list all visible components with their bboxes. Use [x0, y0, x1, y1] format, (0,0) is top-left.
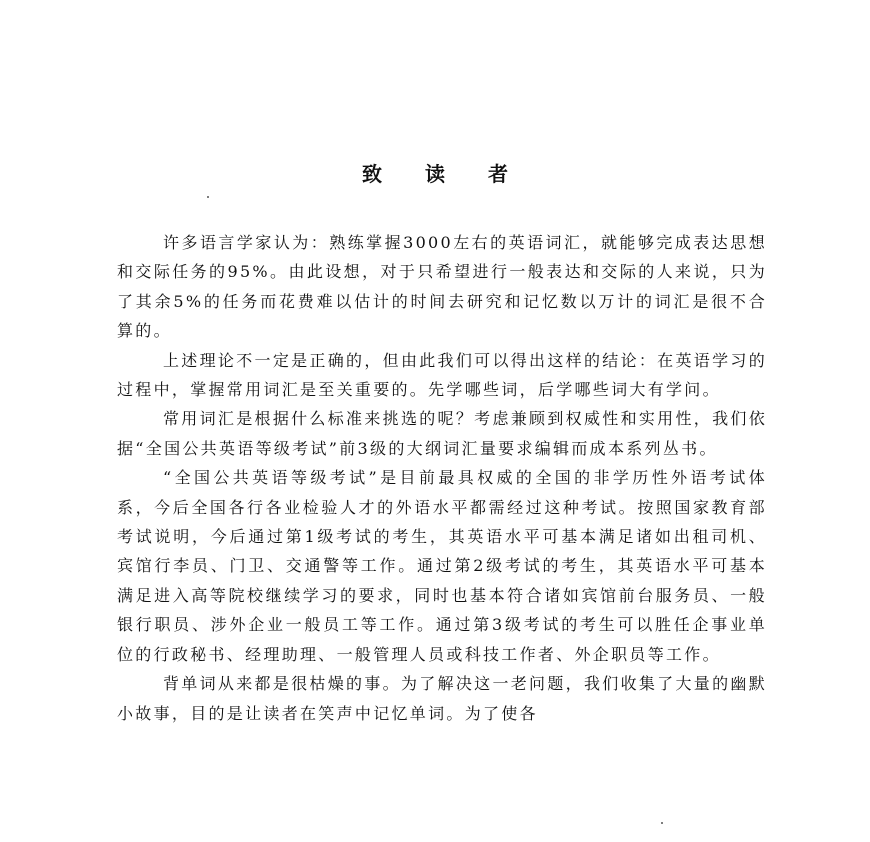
scan-speck [207, 196, 209, 198]
paragraph-1: 许多语言学家认为：熟练掌握3000左右的英语词汇，就能够完成表达思想和交际任务的95%。由此设想，对于只希望进行一般表达和交际的人来说，只为了其余5%的任务而花费难以估计的时间去研究和记忆数以万计的词汇是很不合算的。 [117, 233, 767, 341]
paragraph-2: 上述理论不一定是正确的，但由此我们可以得出这样的结论：在英语学习的过程中，掌握常用词汇是至关重要的。先学哪些词，后学哪些词大有学问。 [117, 350, 767, 400]
scan-speck [661, 822, 663, 824]
paragraph-3: 常用词汇是根据什么标准来挑选的呢？考虑兼顾到权威性和实用性，我们依据“全国公共英语等级考试”前3级的大纲词汇量要求编辑而成本系列丛书。 [117, 409, 767, 458]
body-text [117, 228, 767, 728]
paragraph-4: “全国公共英语等级考试”是目前最具权威的全国的非学历性外语考试体系，今后全国各行各业检验人才的外语水平都需经过这种考试。按照国家教育部考试说明，今后通过第1级考试的考生，其英语水平可基本满足诸如出租司机、宾馆行李员、门卫、交通警等工作。通过第2级考试的考生，其英语水平可基本满足进入高等院校继续学习的要求，同时也基本符合诸如宾馆前台服务员、一般银行职员、涉外企业一般员工等工作。通过第3级考试的考生可以胜任企事业单位的行政秘书、经理助理、一般管理人员或科技工作者、外企职员等工作。 [117, 468, 767, 664]
page-title: 致 读 者 [362, 162, 526, 186]
paragraph-5: 背单词从来都是很枯燥的事。为了解决这一老问题，我们收集了大量的幽默小故事，目的是让读者在笑声中记忆单词。为了使各 [117, 674, 767, 723]
